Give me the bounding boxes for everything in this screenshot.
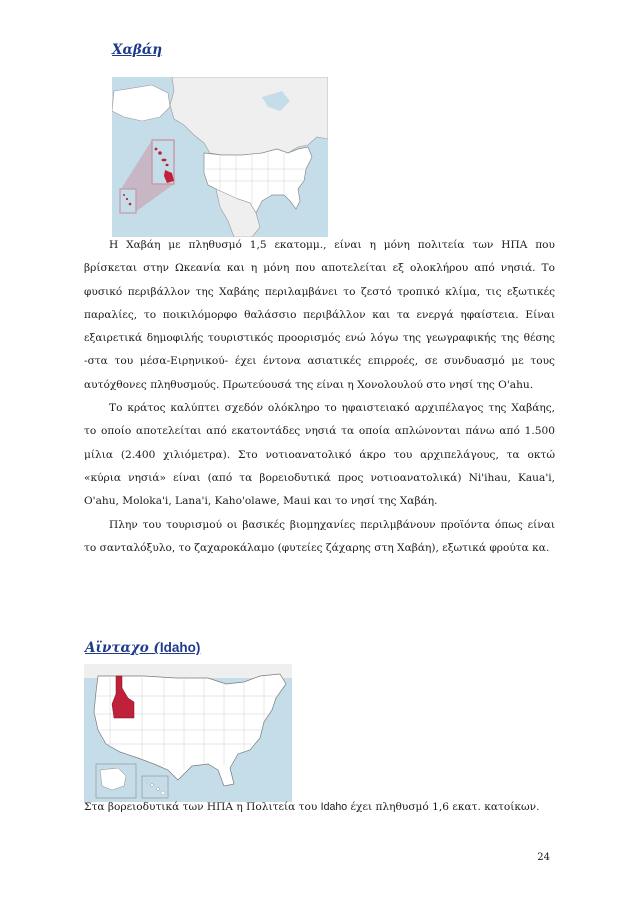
hawaii-small-box — [120, 189, 136, 213]
paragraph: Η Χαβάη με πληθυσμό 1,5 εκατομμ., είναι η μόνη πολιτεία των ΗΠΑ που βρίσκεται στην Ωκεανία και η μόνη που αποτελείται εξ ολοκλήρου από νησιά. Το φυσικό περιβάλλον της Χαβάης περιλαμβάνει το ζεστό τροπικό κλίμα, τις εξωτικές παραλίες, το ποικιλόμορφο θαλάσσιο περιβάλλον και τα ενεργά ηφαίστεια. Είναι εξαιρετικά δημοφιλής τουριστικός προορισμός ενώ λόγω της γεωγραφικής της θέσης -στα του μέσα-Ειρηνικού- έχει έντονα ασιατικές επιρροές, σε συνδυασμό με τους αυτόχθονες πληθυσμούς. Πρωτεύουσά της είναι η Χονολουλού στο νησί της O'ahu. — [84, 239, 555, 391]
text-fragment-latin: Idaho — [320, 801, 348, 813]
hawaii-text — [84, 234, 555, 560]
paragraph: Το κράτος καλύπτει σχεδόν ολόκληρο το ηφαιστειακό αρχιπέλαγος της Χαβάης, το οποίο αποτελείται από εκατοντάδες νησιά τα οποία απλώνονται πάνω από 1.500 μίλια (2.400 χιλιόμετρα). Στο νοτιοανατολικό άκρο του αρχιπελάγους, τα οκτώ «κύρια νησιά» είναι (από τα βορειοδυτικά προς νοτιοανατολικά) Ni'ihau, Kaua'i, O'ahu, Moloka'i, Lana'i, Kaho'olawe, Maui και το νησί της Χαβάη. — [84, 402, 555, 508]
section-heading-idaho — [85, 640, 200, 656]
idaho-text — [84, 796, 555, 819]
section-heading-hawaii: Χαβάη — [112, 42, 163, 58]
paragraph: Πλην του τουρισμού οι βασικές βιομηχανίες περιλμβάνουν προϊόντα όπως είναι το σανταλόξυλο, το ζαχαροκάλαμο (φυτείες ζάχαρης στη Χαβάη), εξωτικά φρούτα κα. — [84, 518, 555, 554]
alaska-land — [112, 85, 170, 121]
paragraph — [84, 796, 555, 819]
hawaii-locator-map — [112, 77, 328, 237]
text-fragment: έχει πληθυσμό 1,6 εκατ. κατοίκων. — [347, 801, 540, 813]
idaho-locator-map — [84, 664, 292, 802]
page-number: 24 — [537, 852, 550, 863]
heading-latin: Idaho) — [159, 640, 201, 655]
text-fragment: Στα βορειοδυτικά των ΗΠΑ η Πολιτεία του — [84, 801, 321, 813]
heading-greek: Αϊνταχο ( — [85, 640, 160, 656]
